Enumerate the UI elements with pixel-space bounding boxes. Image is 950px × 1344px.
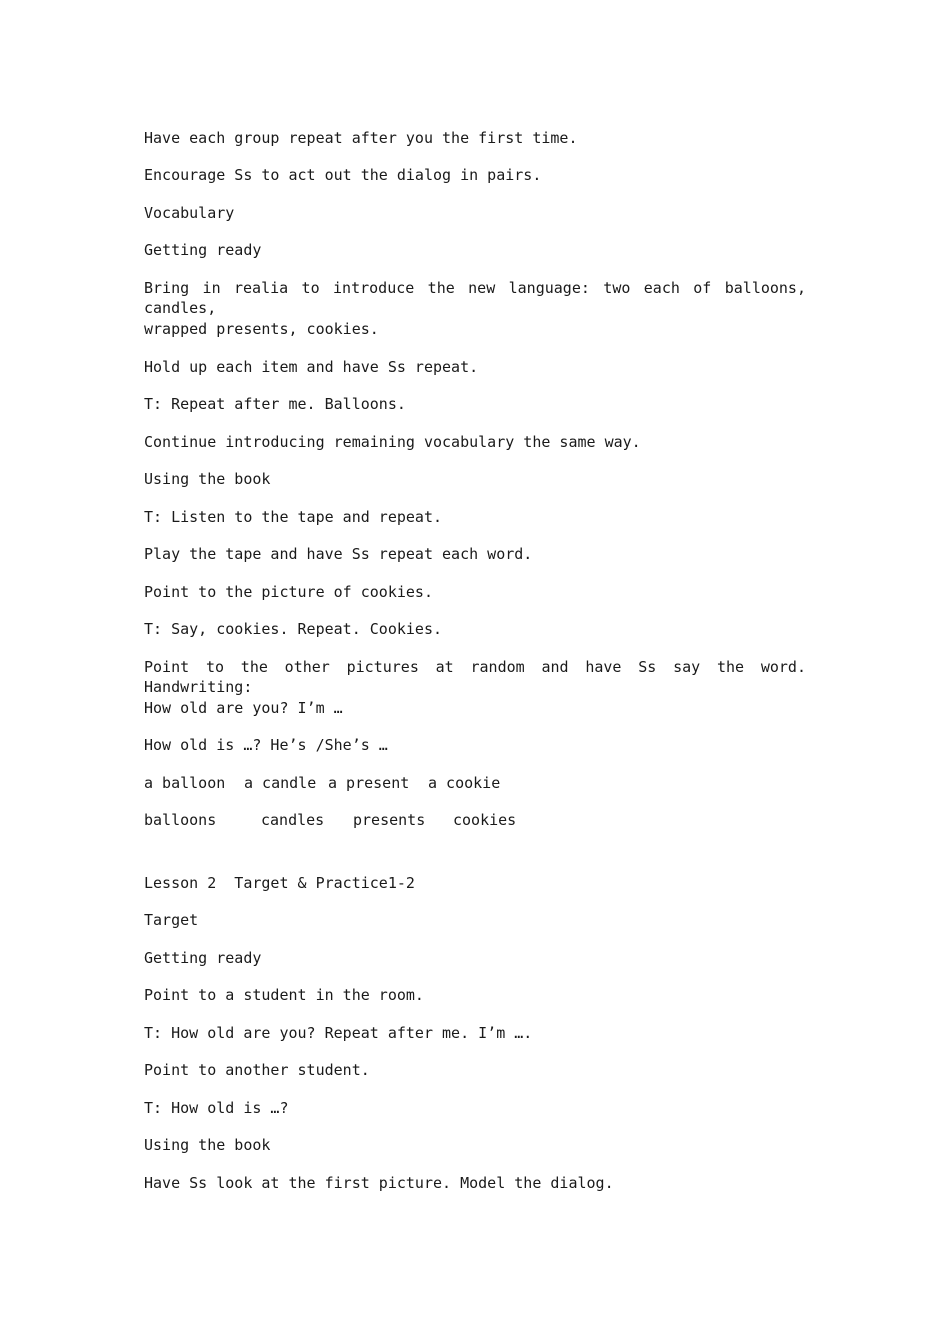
word-item: candles [261,811,325,829]
text-line: T: Say, cookies. Repeat. Cookies. [144,620,443,638]
text-line: T: Listen to the tape and repeat. [144,508,443,526]
text-line: How old are you? I’m … [144,699,343,717]
sub-heading: Using the book [144,470,271,488]
text-line: wrapped presents, cookies. [144,320,379,338]
singular-words-row [144,773,564,793]
word-item: presents [353,811,426,829]
word-item: a present [328,774,410,792]
text-line: Encourage Ss to act out the dialog in pairs. [144,166,542,184]
word-item: a candle [244,774,317,792]
word-item: a cookie [428,774,501,792]
text-line: Continue introducing remaining vocabulary the same way. [144,433,641,451]
text-line: Hold up each item and have Ss repeat. [144,358,479,376]
text-line: Have each group repeat after you the first time. [144,129,578,147]
word-item: cookies [453,811,517,829]
word-item: balloons [144,811,217,829]
text-line: T: How old are you? Repeat after me. I’m …. [144,1024,533,1042]
plural-words-row [144,810,564,830]
sub-heading: Getting ready [144,241,262,259]
section-heading: Vocabulary [144,204,235,222]
word-item: a balloon [144,774,226,792]
text-line: Point to the other pictures at random and have Ss say the word. Handwriting: [144,658,806,696]
sub-heading: Getting ready [144,949,262,967]
lesson-heading: Lesson 2 Target & Practice1-2 [144,874,415,892]
text-line: Point to the picture of cookies. [144,583,433,601]
text-line: T: How old is …? [144,1099,289,1117]
text-line: Point to a student in the room. [144,986,424,1004]
text-line: Have Ss look at the first picture. Model the dialog. [144,1174,614,1192]
text-line: Bring in realia to introduce the new language: two each of balloons, candles, [144,279,806,317]
text-line: T: Repeat after me. Balloons. [144,395,406,413]
section-heading: Target [144,911,199,929]
text-line: Play the tape and have Ss repeat each word. [144,545,533,563]
sub-heading: Using the book [144,1136,271,1154]
text-line: How old is …? He’s /She’s … [144,736,388,754]
text-line: Point to another student. [144,1061,370,1079]
